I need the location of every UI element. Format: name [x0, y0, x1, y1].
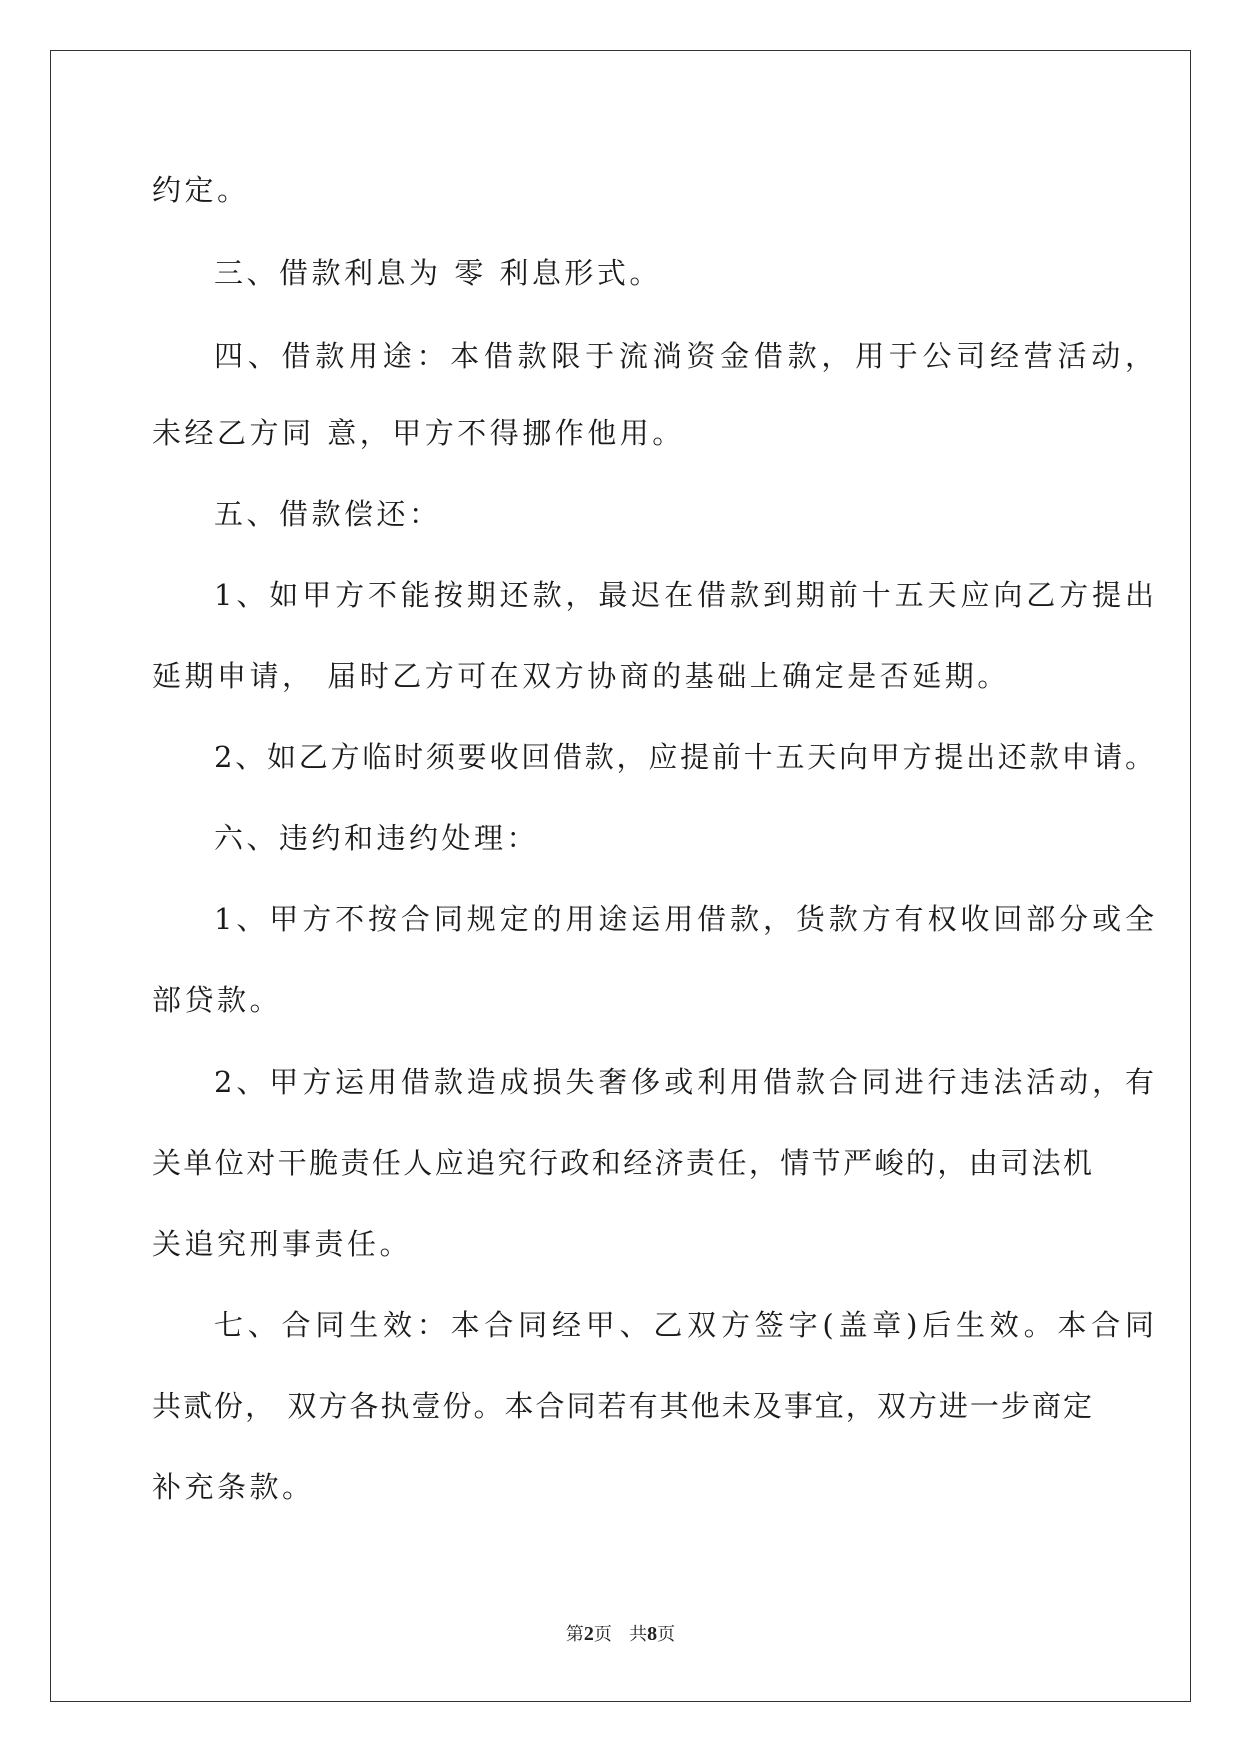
page-prefix: 第 [565, 1624, 584, 1645]
text-line: 关单位对干脆责任人应追究行政和经济责任，情节严峻的，由司法机 [152, 1146, 1092, 1180]
clause-four: 四、借款用途：本借款限于流淌资金借款，用于公司经营活动， [214, 339, 1154, 373]
text-line: 补充条款。 [152, 1470, 315, 1504]
text-line: 延期申请， 届时乙方可在双方协商的基础上确定是否延期。 [152, 659, 1010, 693]
total-pages: 8 [647, 1623, 658, 1645]
page-suffix: 页 [593, 1624, 612, 1645]
clause-five-item-2: 2、如乙方临时须要收回借款，应提前十五天向甲方提出还款申请。 [214, 740, 1154, 774]
page-number: 2 [583, 1623, 594, 1645]
total-suffix: 页 [657, 1624, 676, 1645]
text-line: 共贰份， 双方各执壹份。本合同若有其他未及事宜，双方进一步商定 [152, 1389, 1092, 1423]
total-prefix: 共 [629, 1624, 648, 1645]
clause-six-item-1: 1、甲方不按合同规定的用途运用借款，货款方有权收回部分或全 [214, 902, 1154, 936]
text-line: 部贷款。 [152, 983, 283, 1017]
page-border [50, 50, 1191, 1702]
clause-five-item-1: 1、如甲方不能按期还款，最迟在借款到期前十五天应向乙方提出 [214, 578, 1154, 612]
clause-three: 三、借款利息为 零 利息形式。 [214, 256, 662, 290]
text-line: 约定。 [152, 173, 250, 207]
clause-five-heading: 五、借款偿还： [214, 497, 442, 531]
page-footer [0, 1620, 1241, 1646]
clause-six-item-2: 2、甲方运用借款造成损失奢侈或利用借款合同进行违法活动，有 [214, 1065, 1154, 1099]
text-line: 关追究刑事责任。 [152, 1227, 413, 1261]
clause-seven: 七、合同生效：本合同经甲、乙双方签字(盖章)后生效。本合同 [214, 1308, 1154, 1342]
text-line: 未经乙方同 意，甲方不得挪作他用。 [152, 416, 685, 450]
clause-six-heading: 六、违约和违约处理： [214, 821, 540, 855]
